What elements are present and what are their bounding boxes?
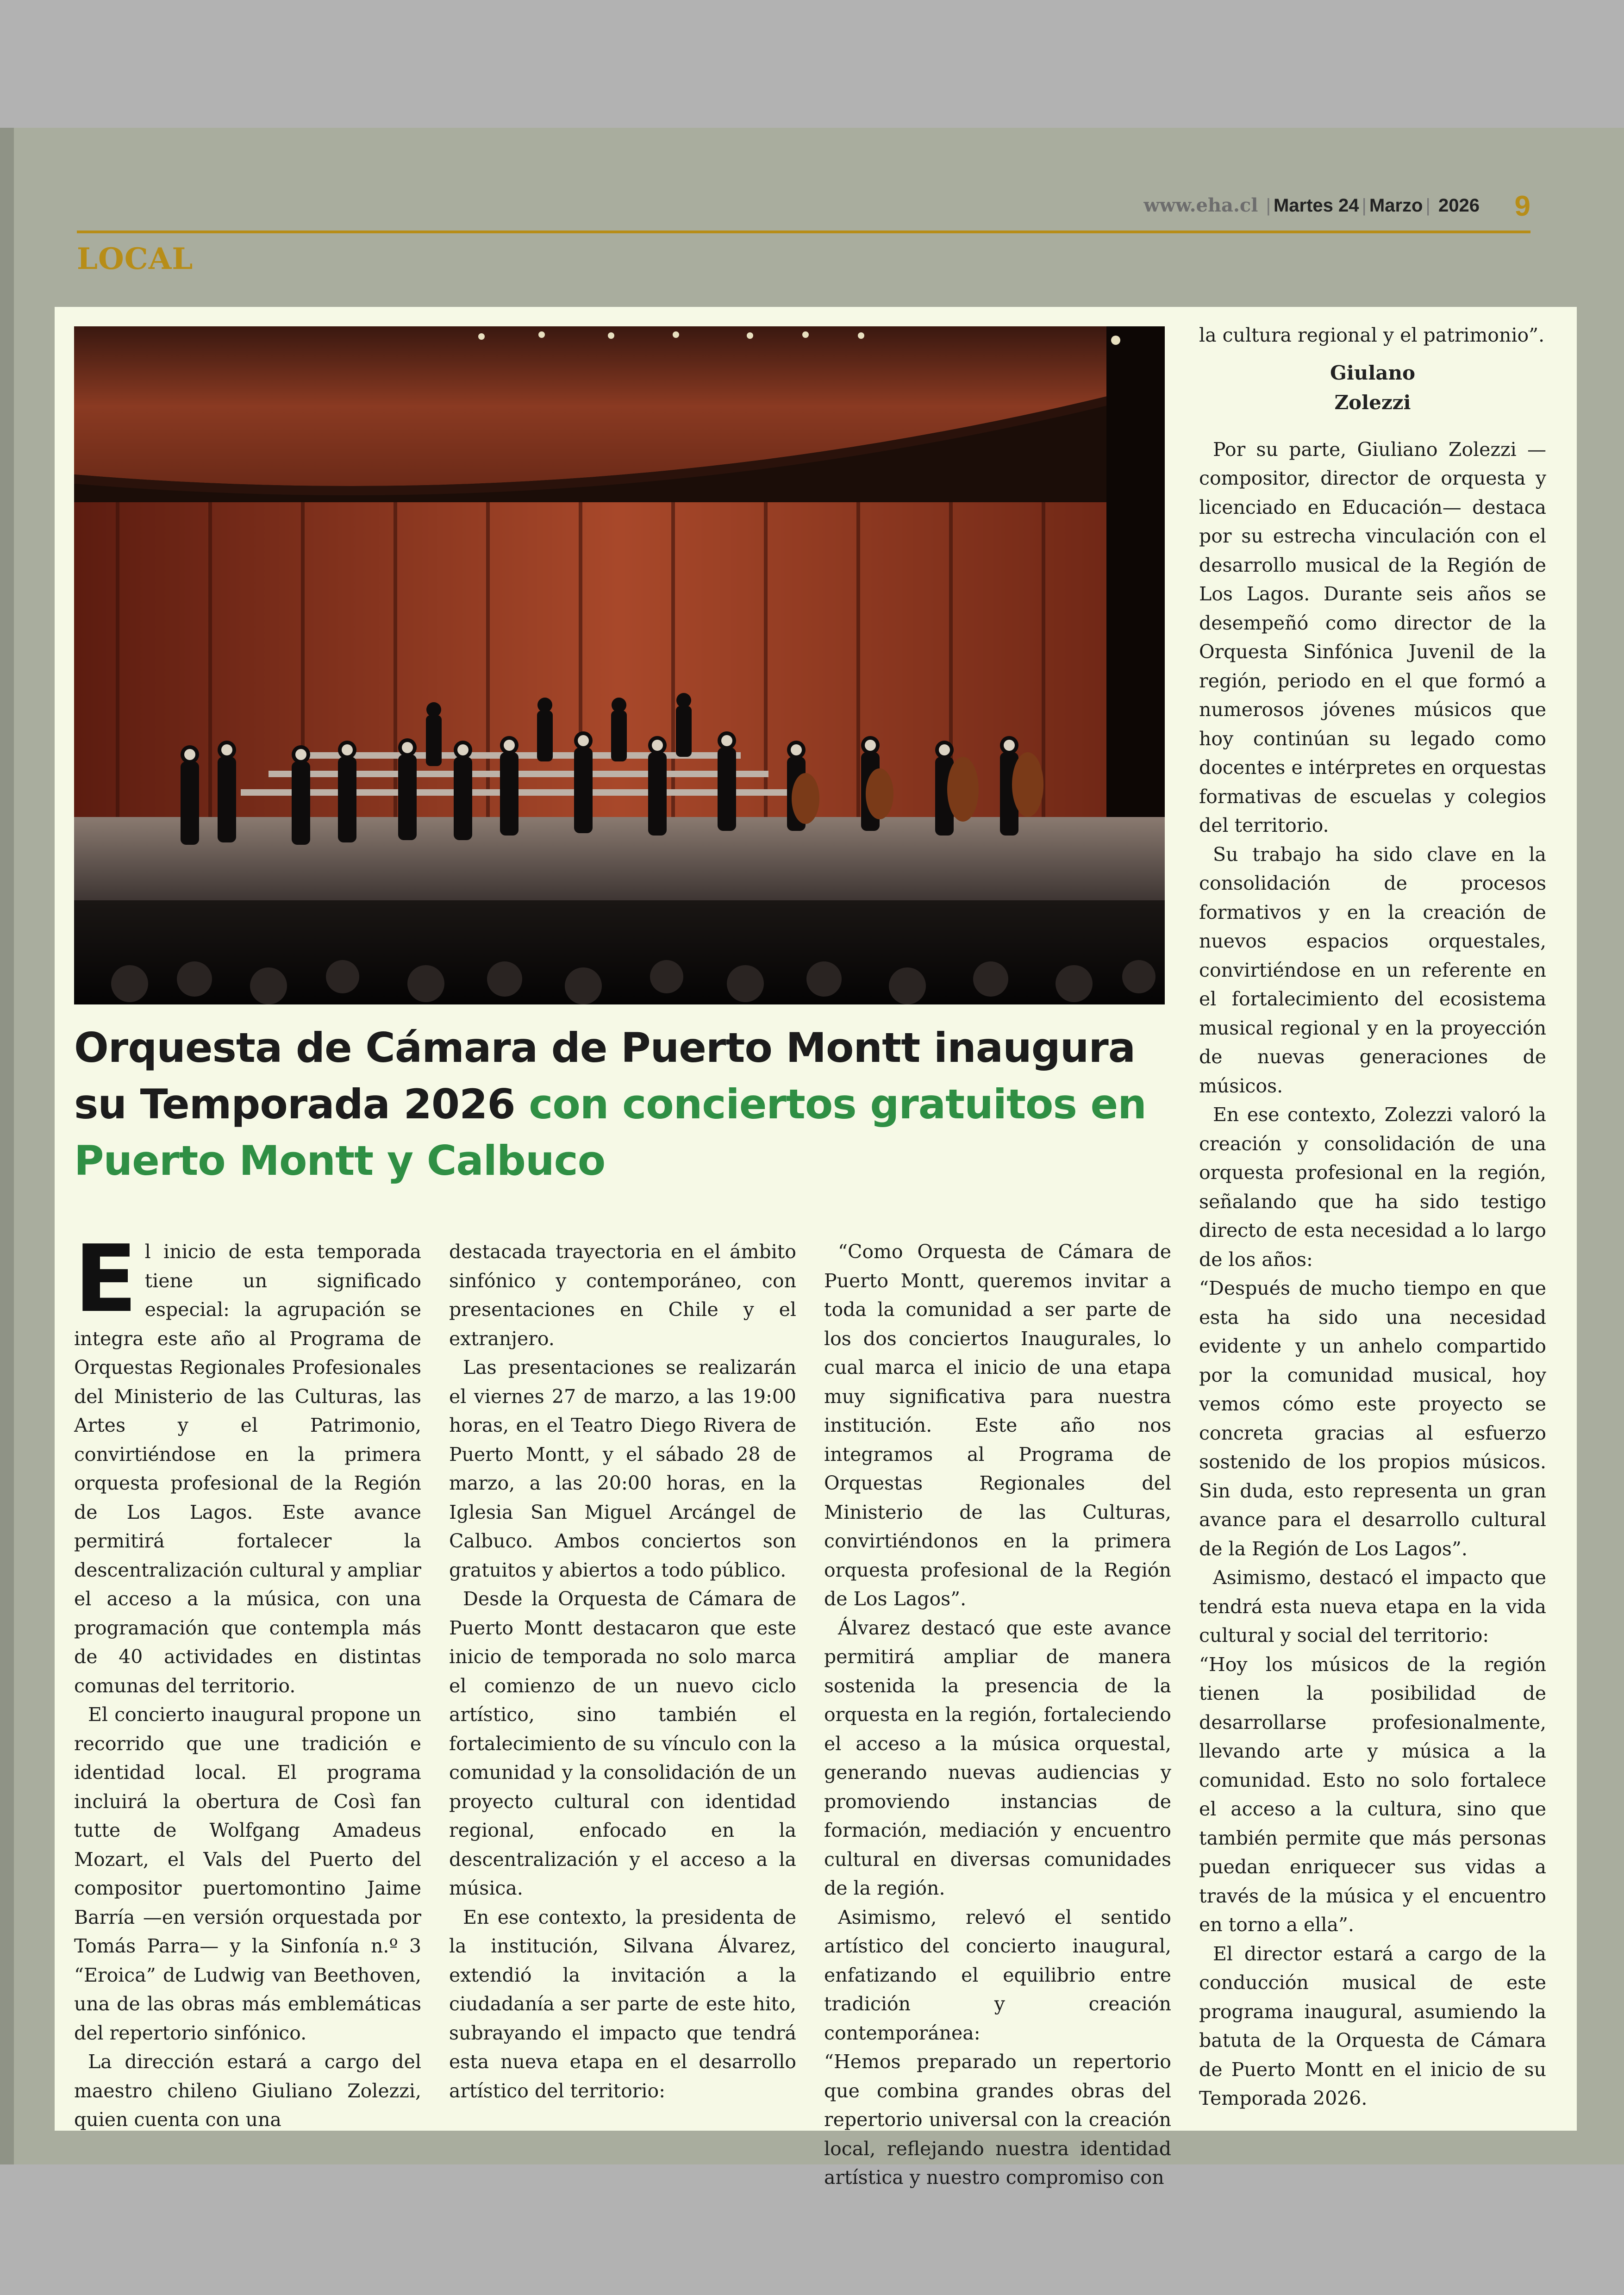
page-number: 9 xyxy=(1514,190,1530,222)
header-weekday: Martes 24 xyxy=(1273,195,1359,216)
paragraph: Álvarez destacó que este avance permitirá ampliar de manera sostenida la presencia de la orquesta en la región, fortaleciendo el acceso a la música orquestal, generando nuevas audiencias y promoviendo instancias de formación, mediación y encuentro cultural en diversas comunidades de la región. xyxy=(824,1616,1171,1899)
drop-cap: E xyxy=(74,1225,137,1333)
article-panel xyxy=(55,307,1577,2189)
page-header xyxy=(77,190,1530,225)
separator: | xyxy=(1362,195,1367,216)
paragraph: destacada trayectoria en el ámbito sinfónico y contemporáneo, con presentaciones en Chile y el extranjero. xyxy=(449,1241,796,1350)
paragraph: Desde la Orquesta de Cámara de Puerto Montt destacaron que este inicio de temporada no solo marca el comienzo de un nuevo ciclo artístico, sino también el fortalecimiento de su vínculo con la comunidad y la consolidación de un proyecto cultural con identidad regional, enfocado en la descentralización y el acceso a la música. xyxy=(449,1588,796,1899)
article-column-1 xyxy=(74,1225,421,2131)
paragraph-text: l inicio de esta temporada tiene un significado especial: la agrupación se integra este año al Programa de Orquestas Regionales Profesionales del Ministerio de las Culturas, las Artes y el Patrimonio, convirtiéndose en la primera orquesta profesional de la Región de Los Lagos. Este avance permitirá fortalecer la descentralización cultural y ampliar el acceso a la música, con una programación que contempla más de 40 actividades en distintas comunas del territorio. xyxy=(74,1241,421,1697)
paragraph: “Hemos preparado un repertorio que combina grandes obras del repertorio universal con la creación local, reflejando nuestra identidad artística y nuestro compromiso con xyxy=(824,2051,1171,2189)
newspaper-page xyxy=(0,128,1624,2189)
header-info xyxy=(1143,194,1480,216)
paragraph: Las presentaciones se realizarán el viernes 27 de marzo, a las 19:00 horas, en el Teatro Diego Rivera de Puerto Montt, y el sábado 28 de marzo, a las 20:00 horas, en la Iglesia San Miguel Arcángel de Calbuco. Ambos conciertos son gratuitos y abiertos a todo público. xyxy=(449,1356,796,1581)
paragraph: Asimismo, relevó el sentido artístico del concierto inaugural, enfatizando el equilibrio entre tradición y creación contemporánea: xyxy=(824,1906,1171,2044)
photo-illustration xyxy=(74,326,1165,1004)
page-edge xyxy=(0,128,14,2164)
article-column-2 xyxy=(449,1237,796,2108)
subheading xyxy=(1199,358,1546,418)
paragraph: En ese contexto, Zolezzi valoró la creación y consolidación de una orquesta profesional en la región, señalando que ha sido testigo directo de esta necesidad a lo largo de los años: xyxy=(1199,1104,1546,1271)
section-label: LOCAL xyxy=(77,242,194,276)
paragraph: La dirección estará a cargo del maestro chileno Giuliano Zolezzi, quien cuenta con una xyxy=(74,2051,421,2131)
header-year: 2026 xyxy=(1438,195,1480,216)
article-column-4 xyxy=(1199,321,1546,2117)
paragraph: la cultura regional y el patrimonio”. xyxy=(1199,324,1545,346)
paragraph: El concierto inaugural propone un recorrido que une tradición e identidad local. El programa incluirá la obertura de Così fan tutte de Wolfgang Amadeus Mozart, el Vals del Puerto del compositor puertomontino Jaime Barría —en versión orquestada por Tomás Parra— y la Sinfonía n.º 3 “Eroica” de Ludwig van Beethoven, una de las obras más emblemáticas del repertorio sinfónico. xyxy=(74,1703,421,2044)
paragraph: “Como Orquesta de Cámara de Puerto Montt, queremos invitar a toda la comunidad a ser parte de los dos conciertos Inaugurales, lo cual marca el inicio de una etapa muy significativa para nuestra institución. Este año nos integramos al Programa de Orquestas Regionales del Ministerio de las Culturas, convirtiéndonos en la primera orquesta profesional de la Región de Los Lagos”. xyxy=(824,1241,1171,1610)
article-headline xyxy=(74,1020,1176,1189)
paragraph: Por su parte, Giuliano Zolezzi —compositor, director de orquesta y licenciado en Educación— destaca por su estrecha vinculación con el desarrollo musical de la Región de Los Lagos. Durante seis años se desempeñó como director de la Orquesta Sinfónica Juvenil de la región, periodo en el que formó a numerosos jóvenes músicos que hoy continúan su legado como docentes e intérpretes en orquestas formativas de escuelas y colegios del territorio. xyxy=(1199,438,1546,836)
separator: | xyxy=(1266,195,1271,216)
headline-green: con conciertos gratuitos en Puerto Montt y Calbuco xyxy=(74,1080,1146,1185)
paragraph: Su trabajo ha sido clave en la consolidación de procesos formativos y en la creación de nuevos espacios orquestales, convirtiéndose en un referente en el fortalecimiento del ecosistema musical regional y en la proyección de nuevas generaciones de músicos. xyxy=(1199,843,1546,1097)
site-url[interactable]: www.eha.cl xyxy=(1143,194,1258,216)
paragraph xyxy=(74,1225,421,1700)
paragraph: En ese contexto, la presidenta de la institución, Silvana Álvarez, extendió la invitación a la ciudadanía a ser parte de este hito, subrayando el impacto que tendrá esta nueva etapa en el desarrollo artístico del territorio: xyxy=(449,1906,796,2102)
header-rule xyxy=(77,231,1530,233)
orchestra-concert-photo xyxy=(74,326,1165,1004)
paragraph: “Hoy los músicos de la región tienen la posibilidad de desarrollarse profesionalmente, llevando arte y música a la comunidad. Esto no solo fortalece el acceso a la cultura, sino que también permite que más personas puedan enriquecer sus vidas a través de la música y el encuentro en torno a ella”. xyxy=(1199,1653,1546,1936)
paragraph: “Después de mucho tiempo en que esta ha sido una necesidad evidente y un anhelo compartido por la comunidad musical, hoy vemos cómo este proyecto se concreta gracias al esfuerzo sostenido de los propios músicos. Sin duda, esto representa un gran avance para el desarrollo cultural de la Región de Los Lagos”. xyxy=(1199,1277,1546,1560)
separator: | xyxy=(1425,195,1430,216)
header-month: Marzo xyxy=(1369,195,1423,216)
headline-main: Orquesta de Cámara de Puerto Montt inaugura su Temporada 2026 xyxy=(74,1024,1136,1128)
subheading-line: Giulano xyxy=(1330,361,1416,384)
paragraph: El director estará a cargo de la conducción musical de este programa inaugural, asumiendo la batuta de la Orquesta de Cámara de Puerto Montt en el inicio de su Temporada 2026. xyxy=(1199,1942,1546,2109)
subheading-line: Zolezzi xyxy=(1334,391,1411,414)
paragraph: Asimismo, destacó el impacto que tendrá esta nueva etapa en la vida cultural y social del territorio: xyxy=(1199,1566,1546,1646)
article-column-3 xyxy=(824,1237,1171,2189)
